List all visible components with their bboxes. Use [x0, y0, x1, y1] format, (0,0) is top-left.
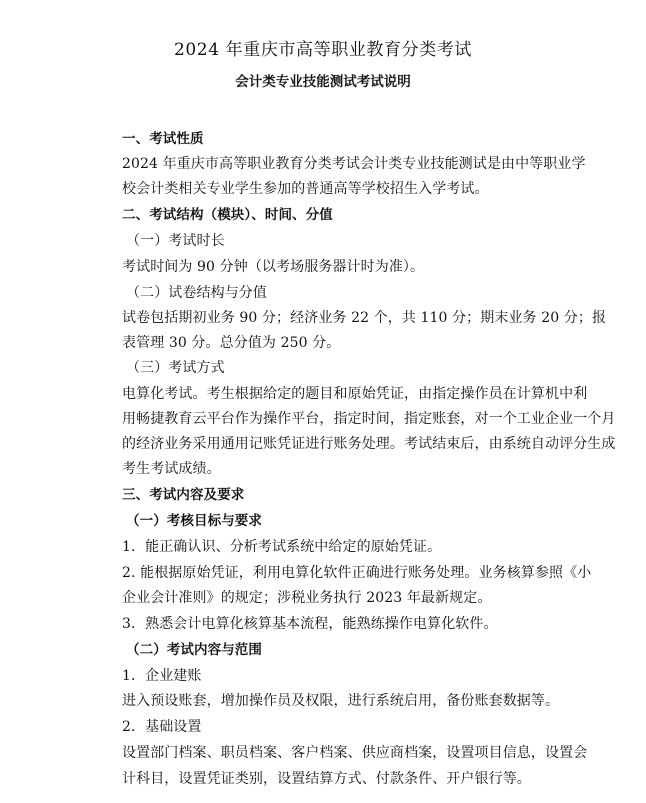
section3-sub2-item1-text: 进入预设账套，增加操作员及权限，进行系统启用，备份账套数据等。: [122, 693, 560, 709]
section3-item3: 3．熟悉会计电算化核算基本流程，能熟练操作电算化软件。: [122, 616, 498, 632]
section2-sub2-line1: 试卷包括期初业务 90 分；经济业务 22 个，共 110 分；期末业务 20 分；报: [122, 310, 607, 326]
section3-item2-line2: 企业会计准则》的规定；涉税业务执行 2023 年最新规定。: [122, 590, 492, 606]
section3-sub1-heading: （一）考核目标与要求: [126, 513, 262, 529]
section3-item1: 1．能正确认识、分析考试系统中给定的原始凭证。: [122, 539, 442, 555]
section1-paragraph-line1: 2024 年重庆市高等职业教育分类考试会计类专业技能测试是由中等职业学: [122, 156, 586, 172]
section2-sub1-heading: （一）考试时长: [126, 233, 225, 249]
section3-sub2-item1: 1．企业建账: [122, 668, 202, 684]
section2-sub3-line4: 考生考试成绩。: [122, 461, 221, 477]
section3-item2-line1: 2. 能根据原始凭证，利用电算化软件正确进行账务处理。业务核算参照《小: [122, 565, 592, 581]
section3-sub2-item2-line2: 计科目，设置凭证类别，设置结算方式、付款条件、开户银行等。: [122, 771, 531, 787]
section2-sub1-text: 考试时间为 90 分钟（以考场服务器计时为准）。: [122, 259, 425, 275]
section2-heading: 二、考试结构（模块）、时间、分值: [122, 207, 333, 223]
section2-sub3-line1: 电算化考试。考生根据给定的题目和原始凭证，由指定操作员在计算机中利: [122, 386, 588, 402]
section2-sub3-line2: 用畅捷教育云平台作为操作平台，指定时间，指定账套，对一个工业企业一个月: [122, 411, 616, 427]
section3-sub2-item2-line1: 设置部门档案、职员档案、客户档案、供应商档案，设置项目信息，设置会: [122, 745, 588, 761]
section2-sub3-heading: （三）考试方式: [126, 360, 225, 376]
section1-paragraph-line2: 校会计类相关专业学生参加的普通高等学校招生入学考试。: [122, 181, 489, 197]
section2-sub2-heading: （二）试卷结构与分值: [126, 285, 267, 301]
section3-heading: 三、考试内容及要求: [122, 487, 245, 503]
section3-sub2-item2: 2．基础设置: [122, 719, 202, 735]
section2-sub3-line3: 的经济业务采用通用记账凭证进行账务处理。考试结束后，由系统自动评分生成: [122, 436, 616, 452]
section1-heading: 一、考试性质: [122, 131, 204, 147]
document-title: 2024 年重庆市高等职业教育分类考试: [173, 40, 473, 60]
section2-sub2-line2: 表管理 30 分。总分值为 250 分。: [122, 335, 341, 351]
section3-sub2-heading: （二）考试内容与范围: [126, 642, 262, 658]
document-subtitle: 会计类专业技能测试考试说明: [235, 74, 411, 90]
